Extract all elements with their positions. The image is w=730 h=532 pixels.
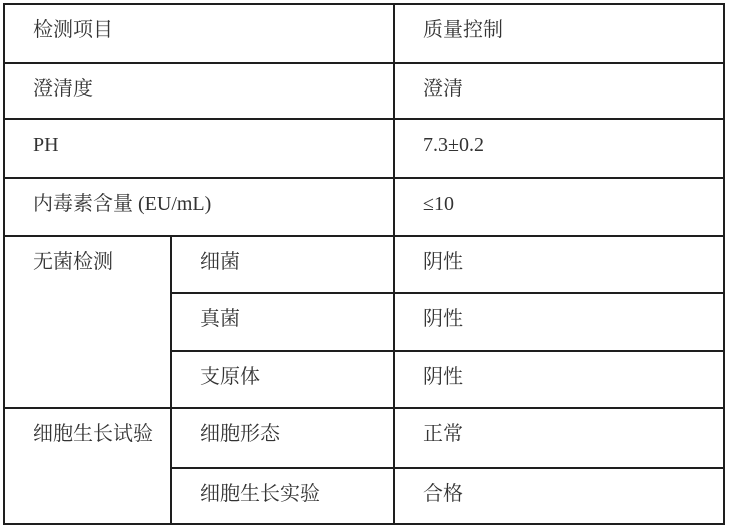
row-value-cell: 合格 <box>394 468 724 524</box>
row-value-cell: ≤10 <box>394 178 724 236</box>
header-qc-cell: 质量控制 <box>394 4 724 63</box>
row-value-cell: 阴性 <box>394 293 724 351</box>
row-value-cell: 阴性 <box>394 351 724 408</box>
row-value-cell: 正常 <box>394 408 724 468</box>
table-header-row <box>4 4 724 63</box>
table-row <box>4 236 724 293</box>
sub-item-cell: 细胞形态 <box>171 408 394 468</box>
sub-item-cell: 支原体 <box>171 351 394 408</box>
table-row <box>4 178 724 236</box>
header-item-cell: 检测项目 <box>4 4 394 63</box>
row-value-cell: 澄清 <box>394 63 724 119</box>
row-item-cell: 内毒素含量 (EU/mL) <box>4 178 394 236</box>
sub-item-cell: 细菌 <box>171 236 394 293</box>
row-value-cell: 7.3±0.2 <box>394 119 724 178</box>
sub-item-cell: 真菌 <box>171 293 394 351</box>
row-item-cell: PH <box>4 119 394 178</box>
group-label-cell: 细胞生长试验 <box>4 408 171 524</box>
row-item-cell: 澄清度 <box>4 63 394 119</box>
quality-control-table <box>3 3 725 525</box>
table-row <box>4 119 724 178</box>
table-row <box>4 408 724 468</box>
sub-item-cell: 细胞生长实验 <box>171 468 394 524</box>
group-label-cell: 无菌检测 <box>4 236 171 408</box>
row-value-cell: 阴性 <box>394 236 724 293</box>
table-row <box>4 63 724 119</box>
